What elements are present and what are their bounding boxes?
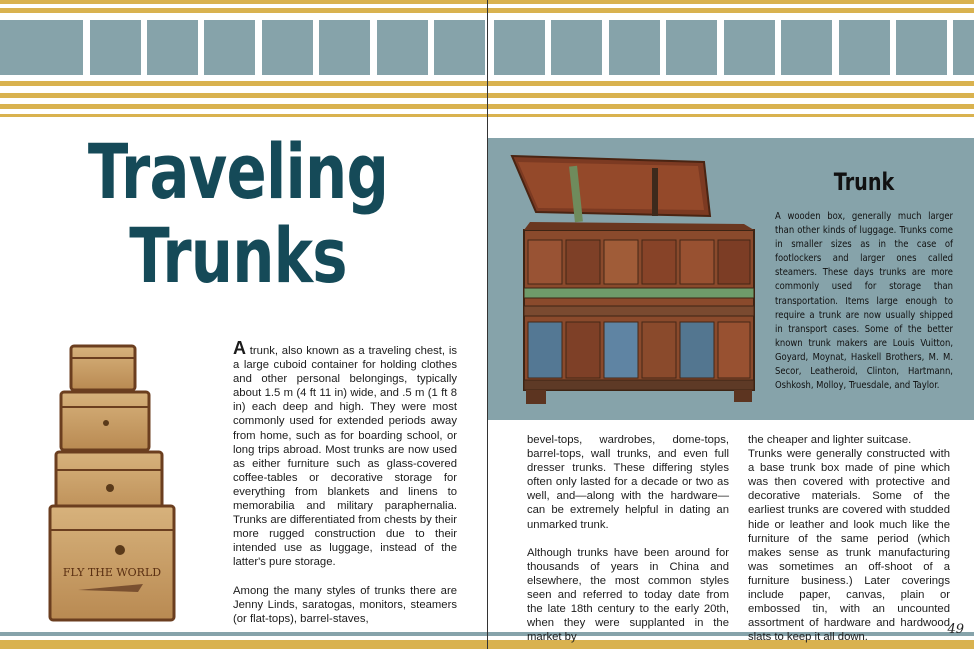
wooden-chest-image bbox=[508, 152, 760, 410]
page-title bbox=[66, 127, 409, 300]
intro-column bbox=[233, 338, 457, 640]
column-2 bbox=[527, 433, 729, 658]
col3-paragraph-2: Trunks were generally constructed with a base trunk box made of pine which was then covered with protective and decorative materials. Some of the earliest trunks are covered with studded hide or leather and look much like the furniture of the same period (which makes sense as trunk manufacturing was sometimes an off-shoot of a furniture business.) Later coverings include paper, canvas, plain or embossed tin, with an uncounted assortment of hardware and hardwood slats to keep it all down. bbox=[748, 448, 950, 644]
column-3 bbox=[748, 433, 950, 658]
col3-paragraph-1: the cheaper and lighter suitcase. bbox=[748, 434, 912, 446]
intro-paragraph-2: Among the many styles of trunks there are Jenny Linds, saratogas, monitors, steamers (or flat-tops), barrel-staves, bbox=[233, 584, 457, 625]
drop-cap: A bbox=[233, 338, 246, 358]
col2-paragraph-2: Although trunks have been around for thousands of years in China and elsewhere, the most common styles seen and referred to today date from the late 18th century to the early 20th, when they were supplanted in the market by bbox=[527, 546, 729, 644]
stacked-trunks-image bbox=[48, 340, 178, 625]
trunk-label: FLY THE WORLD bbox=[62, 566, 162, 579]
sidebar-text: A wooden box, generally much larger than other kinds of luggage. Trunks come in smaller sizes as in the case of footlockers and larger ones called steamers. These days trunks are more commonly used for storage than transportation. Items large enough to require a trunk are now usually shipped in transport cases. Some of the better known trunk makers are Louis Vuitton, Goyard, Moynat, Haskell Brothers, M. M. Secor, Leatheroid, Clinton, Hartmann, Oshkosh, Molloy, Truesdale, and Taylor. bbox=[775, 211, 953, 392]
col2-paragraph-1: bevel-tops, wardrobes, dome-tops, barrel-tops, wall trunks, and even full dresser trunks. These differing styles often only lasted for a decade or two as well, and—along with the hardware—can be extremely helpful in dating an unmarked trunk. bbox=[527, 434, 729, 531]
intro-paragraph-1: trunk, also known as a traveling chest, is a large cuboid container for holding clothes and other personal belongings, typically about 1.5 m (4 ft 11 in) wide, and .5 m (1 ft 8 in) each deep and high. They were most commonly used for extended periods away from home, such as for boarding school, or long trips abroad. Most trunks are now used as either furniture such as glass-covered coffee-tables or decorative storage for everything from blankets and linens to memorabilia and military paraphernalia. Trunks are differentiated from chests by their more rugged construction due to their intended use as luggage, instead of the latter's pure storage. bbox=[233, 345, 457, 569]
page-number: 49 bbox=[947, 622, 964, 637]
sidebar-title: Trunk bbox=[833, 168, 895, 196]
title-line-2: Trunks bbox=[129, 211, 347, 300]
title-line-1: Traveling bbox=[87, 127, 389, 216]
